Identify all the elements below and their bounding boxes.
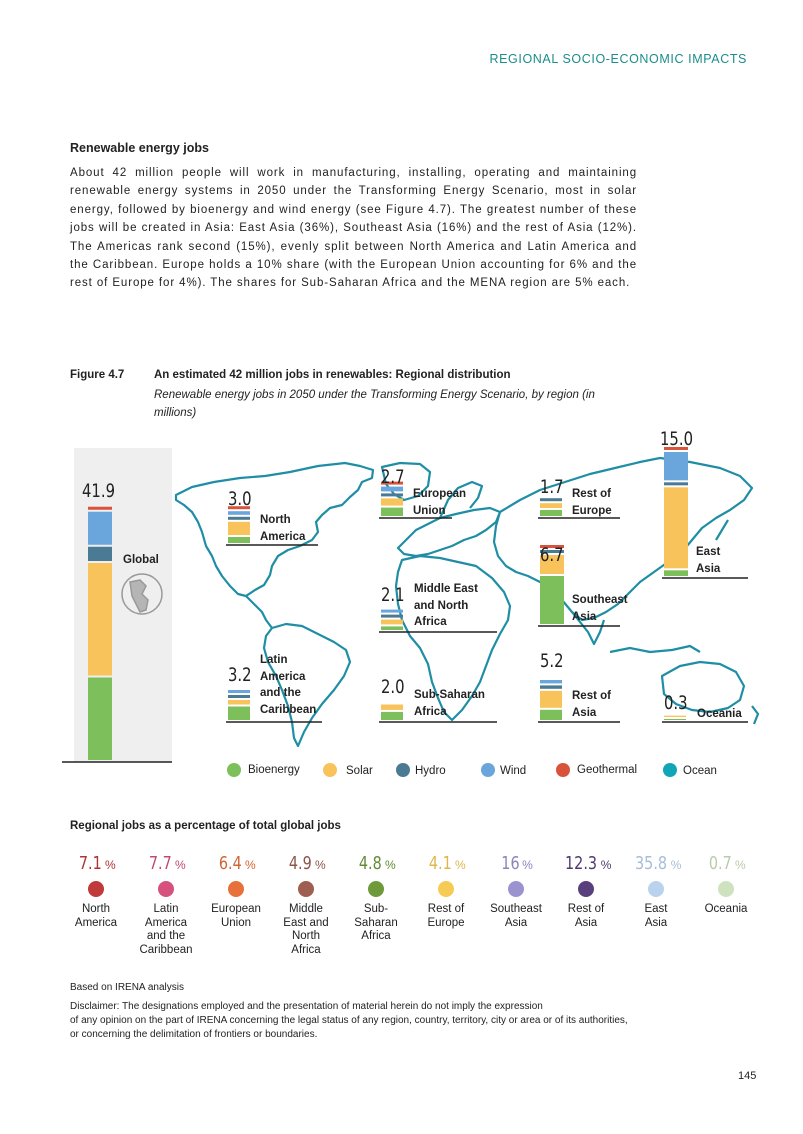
- rest-of-europe-bar-bioenergy: [540, 510, 562, 516]
- label-rest-of-europe: Rest of Europe: [572, 488, 612, 517]
- rest-of-asia-bar-wind: [540, 680, 562, 683]
- pct-region-name-line: Europe: [427, 916, 465, 929]
- european-union-bar-hydro: [381, 493, 403, 496]
- pct-region-name-line: Southeast: [490, 903, 542, 915]
- middle-east-and-north-africa-bar-solar: [381, 620, 403, 625]
- pct-value-unit: %: [670, 858, 682, 872]
- southeast-asia-bar-bioenergy: [540, 576, 564, 624]
- middle-east-and-north-africa-bar-hydro: [381, 615, 403, 618]
- total-mena: 2.1: [381, 584, 405, 606]
- pct-value-number: 6.4: [219, 853, 243, 874]
- pct-region-name-line: East and: [283, 916, 329, 929]
- pct-dot: [368, 881, 384, 897]
- pct-value-unit: %: [734, 858, 746, 872]
- latin-america-and-the-caribbean-bar-bioenergy: [228, 707, 250, 721]
- pct-chart: [61, 853, 761, 957]
- rest-of-asia-bar-solar: [540, 691, 562, 708]
- pct-region-name: [271, 903, 341, 957]
- total-east-asia: 15.0: [660, 428, 694, 450]
- pct-region-name: [61, 903, 131, 930]
- pct-chart-title: Regional jobs as a percentage of total global jobs: [70, 820, 341, 832]
- pct-dot: [438, 881, 454, 897]
- legend-label-wind: Wind: [500, 765, 527, 777]
- total-rest-of-asia: 5.2: [540, 650, 564, 672]
- legend-label-bioenergy: Bioenergy: [248, 764, 300, 776]
- figure-title: An estimated 42 million jobs in renewables: Regional distribution: [154, 369, 511, 381]
- east-asia-bar-wind: [664, 452, 688, 480]
- label-east-asia: East Asia: [696, 546, 721, 575]
- north-america-bar-wind: [228, 511, 250, 515]
- pct-item: [481, 853, 551, 957]
- pct-item: [271, 853, 341, 957]
- pct-value: [61, 853, 131, 874]
- sub-saharan-africa-bar-bioenergy: [381, 712, 403, 720]
- pct-value-unit: %: [600, 858, 612, 872]
- pct-region-name-line: Rest of: [427, 903, 465, 915]
- pct-value: [411, 853, 481, 874]
- rest-of-asia-bar-hydro: [540, 685, 562, 688]
- map-central-america: [246, 596, 272, 628]
- pct-value-number: 35.8: [634, 853, 667, 874]
- pct-item: [691, 853, 761, 957]
- pct-value-unit: %: [244, 858, 256, 872]
- pct-region-name-line: and the: [146, 930, 186, 942]
- total-european-union: 2.7: [381, 466, 405, 488]
- pct-value: [481, 853, 551, 874]
- middle-east-and-north-africa-bar-wind: [381, 610, 403, 613]
- pct-value-unit: %: [104, 858, 116, 872]
- label-latin-america: Latin America and the Caribbean: [260, 654, 317, 716]
- pct-item: [61, 853, 131, 957]
- pct-value-unit: %: [522, 858, 533, 872]
- pct-dot: [718, 881, 734, 897]
- total-southeast-asia: 6.7: [540, 544, 564, 566]
- global-total: 41.9: [82, 480, 116, 502]
- label-european-union: European Union: [413, 488, 467, 517]
- pct-dot: [578, 881, 594, 897]
- pct-item: [551, 853, 621, 957]
- label-rest-of-asia: Rest of Asia: [572, 690, 611, 719]
- pct-dot: [508, 881, 524, 897]
- total-oceania: 0.3: [664, 692, 688, 714]
- pct-value-number: 4.9: [289, 853, 313, 874]
- legend-label-hydro: Hydro: [415, 765, 446, 777]
- rest-of-asia-bar-bioenergy: [540, 710, 562, 720]
- pct-region-name-line: Saharan: [354, 916, 398, 929]
- pct-region-name: [411, 903, 481, 930]
- pct-region-name-line: Oceania: [704, 903, 748, 915]
- pct-value: [131, 853, 201, 874]
- label-southeast-asia: Southeast Asia: [572, 594, 628, 623]
- north-america-bar-solar: [228, 522, 250, 535]
- latin-america-and-the-caribbean-bar-wind: [228, 690, 250, 693]
- pct-value-number: 7.1: [79, 853, 103, 874]
- pct-item: [621, 853, 691, 957]
- legend-dot-solar: [323, 763, 337, 777]
- legend-dot-hydro: [396, 763, 410, 777]
- sub-saharan-africa-bar-solar: [381, 705, 403, 710]
- european-union-bar-bioenergy: [381, 508, 403, 516]
- legend-dot-bioenergy: [227, 763, 241, 777]
- pct-value-unit: %: [384, 858, 396, 872]
- map-japan: [716, 520, 728, 540]
- rest-of-europe-bar-hydro: [540, 498, 562, 501]
- pct-value-number: 4.1: [429, 853, 453, 874]
- rest-of-europe-bar-solar: [540, 503, 562, 508]
- pct-value-unit: %: [174, 858, 186, 872]
- pct-region-name-line: Union: [220, 916, 252, 929]
- pct-value-number: 16: [501, 853, 520, 874]
- total-latin-america: 3.2: [228, 664, 252, 686]
- pct-dot: [158, 881, 174, 897]
- pct-region-name-line: North: [81, 903, 111, 915]
- oceania-bar-solar: [664, 716, 686, 717]
- running-header: REGIONAL SOCIO-ECONOMIC IMPACTS: [489, 52, 747, 66]
- pct-region-name-line: North: [291, 930, 321, 942]
- pct-value-unit: %: [454, 858, 466, 872]
- pct-value-number: 0.7: [709, 853, 733, 874]
- source-note: Based on IRENA analysis: [70, 982, 184, 993]
- pct-region-name-line: European: [211, 903, 261, 915]
- latin-america-and-the-caribbean-bar-hydro: [228, 695, 250, 698]
- pct-region-name-line: Africa: [361, 930, 391, 942]
- legend-label-solar: Solar: [346, 765, 373, 777]
- pct-item: [131, 853, 201, 957]
- latin-america-and-the-caribbean-bar-solar: [228, 700, 250, 705]
- pct-region-name-line: Rest of: [567, 903, 605, 915]
- legend-label-ocean: Ocean: [683, 765, 717, 777]
- pct-region-name: [551, 903, 621, 930]
- pct-region-name-line: Asia: [504, 916, 528, 929]
- pct-region-name-line: Caribbean: [139, 943, 193, 956]
- legend-dot-geothermal: [556, 763, 570, 777]
- map-new-zealand: [752, 706, 758, 724]
- body-paragraph: About 42 million people will work in manufacturing, installing, operating and maintaining renewable energy systems in 2050 under the Transforming Energy Scenario, most in solar energy, followed by bioenergy and wind energy (see Figure 4.7). The greatest number of these jobs will be created in Asia: East Asia (36%), Southeast Asia (16%) and the rest of Asia (12%). The Americas rank second (15%), evenly split between North America and Latin America and the Caribbean. Europe holds a 10% share (with the European Union accounting for 6% and the rest of Europe for 4%). The shares for Sub-Saharan Africa and the MENA region are 5% each.: [70, 167, 637, 290]
- legend-dot-wind: [481, 763, 495, 777]
- pct-region-name-line: Africa: [291, 943, 321, 956]
- pct-value-unit: %: [314, 858, 326, 872]
- pct-value: [551, 853, 621, 874]
- pct-value: [691, 853, 761, 874]
- figure-number: Figure 4.7: [70, 369, 125, 381]
- east-asia-bar-solar: [664, 487, 688, 568]
- middle-east-and-north-africa-bar-bioenergy: [381, 626, 403, 630]
- pct-dot: [88, 881, 104, 897]
- oceania-bar-bioenergy: [664, 719, 686, 720]
- global-label: Global: [123, 554, 159, 566]
- pct-region-name-line: East: [644, 903, 668, 915]
- pct-value-number: 12.3: [564, 853, 597, 874]
- pct-region-name-line: Asia: [644, 916, 668, 929]
- pct-item: [411, 853, 481, 957]
- label-north-america: North America: [260, 514, 306, 543]
- pct-region-name-line: America: [144, 916, 188, 929]
- pct-item: [341, 853, 411, 957]
- pct-region-name: [481, 903, 551, 930]
- figure-subtitle: Renewable energy jobs in 2050 under the Transforming Energy Scenario, by region (in millions): [154, 389, 595, 419]
- legend-dot-ocean: [663, 763, 677, 777]
- disclaimer: Disclaimer: The designations employed and the presentation of material herein do not imply the expression of any opinion on the part of IRENA concerning the legal status of any region, country, territory, city or area or of its authorities, or concerning the delimitation of frontiers or boundaries.: [70, 1001, 628, 1040]
- pct-region-name: [131, 903, 201, 957]
- pct-region-name-line: Asia: [574, 916, 598, 929]
- pct-value: [341, 853, 411, 874]
- global-bar-hydro: [88, 547, 112, 561]
- section-title: Renewable energy jobs: [70, 141, 209, 155]
- east-asia-bar-bioenergy: [664, 570, 688, 576]
- global-bar-solar: [88, 563, 112, 676]
- pct-region-name: [341, 903, 411, 944]
- pct-region-name: [621, 903, 691, 930]
- total-sub-saharan-africa: 2.0: [381, 676, 405, 698]
- map-indonesia: [610, 646, 700, 652]
- label-mena: Middle East and North Africa: [414, 583, 478, 628]
- pct-value: [621, 853, 691, 874]
- pct-value-number: 4.8: [359, 853, 383, 874]
- global-bar-bioenergy: [88, 678, 112, 761]
- total-rest-of-europe: 1.7: [540, 476, 564, 498]
- north-america-bar-bioenergy: [228, 537, 250, 543]
- pct-region-name: [691, 903, 761, 917]
- global-bar-wind: [88, 512, 112, 545]
- pct-region-name-line: Latin: [153, 903, 179, 915]
- global-bar-geothermal: [88, 507, 112, 510]
- pct-dot: [298, 881, 314, 897]
- pct-region-name-line: America: [74, 916, 118, 929]
- east-asia-bar-hydro: [664, 482, 688, 485]
- pct-dot: [228, 881, 244, 897]
- pct-region-name-line: Sub-: [363, 903, 389, 915]
- pct-value: [201, 853, 271, 874]
- pct-dot: [648, 881, 664, 897]
- pct-region-name-line: Middle: [289, 903, 323, 915]
- pct-region-name: [201, 903, 271, 930]
- label-oceania: Oceania: [697, 708, 742, 720]
- european-union-bar-solar: [381, 498, 403, 505]
- north-america-bar-hydro: [228, 517, 250, 520]
- legend-label-geothermal: Geothermal: [577, 764, 638, 776]
- page-number: 145: [738, 1070, 757, 1082]
- pct-value-number: 7.7: [149, 853, 173, 874]
- label-sub-saharan-africa: Sub-Saharan Africa: [414, 689, 485, 718]
- pct-value: [271, 853, 341, 874]
- pct-item: [201, 853, 271, 957]
- total-north-america: 3.0: [228, 488, 252, 510]
